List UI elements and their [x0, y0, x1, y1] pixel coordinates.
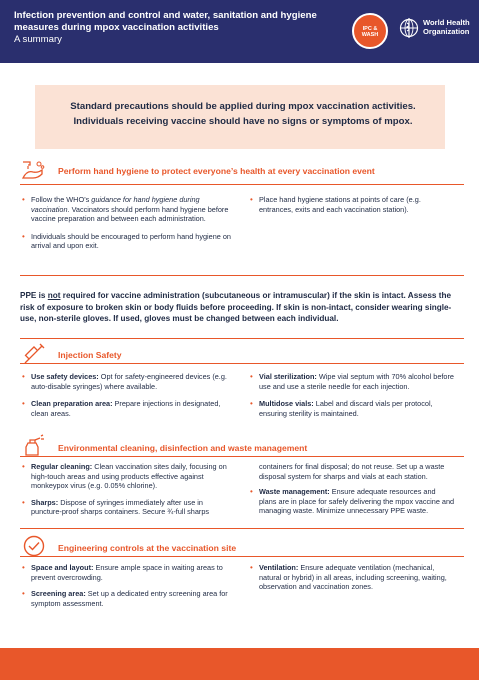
- hand-washing-icon: [20, 158, 46, 182]
- section-divider: [20, 456, 464, 457]
- section-divider: [20, 275, 464, 276]
- checkmark-badge-icon: [22, 534, 46, 558]
- hand-hygiene-left-column: [22, 195, 232, 251]
- spray-bottle-icon: [22, 433, 46, 457]
- ipc-wash-badge: [352, 13, 388, 49]
- list-item: • Multidose vials: Label and discard vials per protocol, ensuring sterility is maintained.: [250, 399, 455, 418]
- list-item: • Vial sterilization: Wipe vial septum with 70% alcohol before use and use a sterile needle for each injection.: [250, 372, 455, 391]
- header-bar: [0, 0, 479, 63]
- continued-text: containers for final disposal; do not reuse. Set up a waste disposal system for sharps and vials at each station.: [259, 462, 445, 481]
- who-name: World Health Organization: [423, 18, 470, 36]
- key-message-text: Standard precautions should be applied during mpox vaccination activities. Individuals receiving vaccine should have no signs or symptoms of mpox.: [70, 101, 416, 127]
- list-item: • Space and layout: Ensure ample space in waiting areas to prevent overcrowding.: [22, 563, 234, 582]
- list-item: • Screening area: Set up a dedicated entry screening area for symptom assessment.: [22, 589, 234, 608]
- hand-hygiene-title: Perform hand hygiene to protect everyone’s health at every vaccination event: [58, 166, 375, 176]
- ipc-badge-label: IPC & WASH: [361, 26, 379, 38]
- section-divider: [20, 184, 464, 185]
- injection-right-column: [250, 372, 455, 418]
- section-divider: [20, 528, 464, 529]
- list-item: • Follow the WHO’s guidance for hand hygiene during vaccination. Vaccinators should perform hand hygiene before vaccine preparation and between each administration.: [22, 195, 232, 224]
- subtitle-text: A summary: [14, 34, 62, 45]
- title-text: Infection prevention and control and water, sanitation and hygiene measures during mpox vaccination activities: [14, 10, 317, 33]
- list-item: • Use safety devices: Opt for safety-engineered devices (e.g. auto-disable syringes) where available.: [22, 372, 232, 391]
- who-guidance-reference: guidance for hand hygiene during vaccination: [31, 195, 200, 214]
- list-item: • Clean preparation area: Prepare injections in designated, clean areas.: [22, 399, 232, 418]
- injection-left-column: [22, 372, 232, 418]
- footer-bar: [0, 648, 479, 680]
- hand-hygiene-right-column: [250, 195, 455, 214]
- environment-title: Environmental cleaning, disinfection and waste management: [58, 443, 308, 453]
- list-item: • Individuals should be encouraged to perform hand hygiene on arrival and upon exit.: [22, 232, 232, 251]
- document-title: [14, 10, 334, 46]
- engineering-left-column: [22, 563, 234, 608]
- section-divider: [20, 338, 464, 339]
- list-item: • Sharps: Dispose of syringes immediately after use in puncture-proof sharps containers. Secure ¾-full sharps: [22, 498, 234, 517]
- ppe-paragraph: PPE is not required for vaccine administration (subcutaneous or intramuscular) if the skin is intact. Assess the risk of exposure to broken skin or body fluids before proceeding. If skin is non-intact, consider wearing single-use, non-sterile gloves. If used, gloves must be changed between each individual.: [20, 291, 452, 323]
- engineering-title: Engineering controls at the vaccination site: [58, 543, 237, 553]
- list-item: • Waste management: Ensure adequate resources and plans are in place for safely delivering the mpox vaccine and managing waste. Minimize unnecessary PPE waste.: [250, 487, 455, 516]
- engineering-right-column: [250, 563, 455, 592]
- list-item: • Regular cleaning: Clean vaccination sites daily, focusing on high-touch areas and using products effective against monkeypox virus (e.g. 0.05% chlorine).: [22, 462, 234, 491]
- who-logo-icon: [398, 17, 420, 39]
- list-item: • Place hand hygiene stations at points of care (e.g. entrances, exits and each vaccination station).: [250, 195, 455, 214]
- environment-right-column: [250, 462, 455, 516]
- key-message-banner: [35, 85, 445, 149]
- emphasis-not: not: [47, 291, 61, 300]
- section-divider: [20, 363, 464, 364]
- list-item: • Ventilation: Ensure adequate ventilation (mechanical, natural or hybrid) in all areas, including screening, waiting, observation and vaccination zones.: [250, 563, 455, 592]
- environment-left-column: [22, 462, 234, 517]
- injection-safety-title: Injection Safety: [58, 350, 122, 360]
- section-divider: [20, 556, 464, 557]
